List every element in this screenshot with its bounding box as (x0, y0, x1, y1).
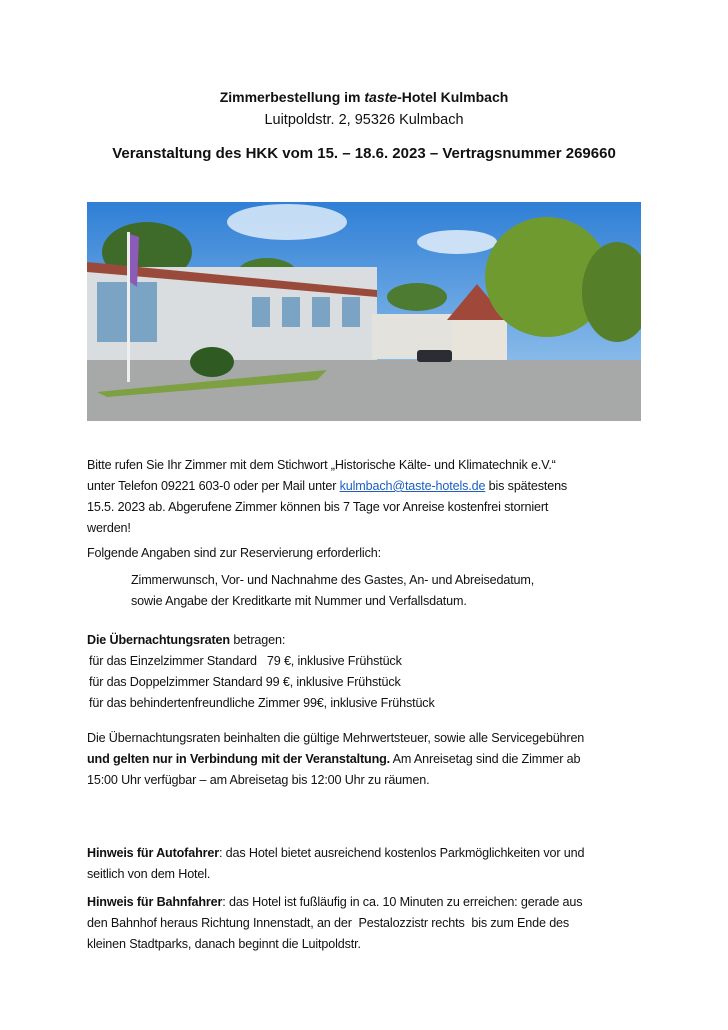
intro-paragraph (87, 455, 567, 539)
document-title (0, 89, 728, 105)
rate-item: für das behindertenfreundliche Zimmer 99€, inklusive Frühstück (89, 696, 435, 710)
car-note-text: : das Hotel bietet ausreichend kostenlos Parkmöglichkeiten vor und (218, 846, 585, 860)
title-suffix: -Hotel Kulmbach (397, 89, 509, 105)
intro-text: bis spätestens (485, 479, 568, 493)
train-note-text: : das Hotel ist fußläufig in ca. 10 Minuten zu erreichen: gerade aus (222, 895, 583, 909)
conditions-paragraph (87, 728, 584, 791)
title-prefix: Zimmerbestellung im (219, 89, 365, 105)
train-note-line: kleinen Stadtparks, danach beginnt die Luitpoldstr. (87, 937, 361, 951)
car-note-line (87, 843, 584, 864)
required-line: sowie Angabe der Kreditkarte mit Nummer und Verfallsdatum. (131, 594, 467, 608)
conditions-bold: und gelten nur in Verbindung mit der Veranstaltung. (87, 752, 391, 766)
hotel-address: Luitpoldstr. 2, 95326 Kulmbach (264, 112, 464, 128)
rates-list (89, 651, 435, 714)
email-link[interactable]: kulmbach@taste-hotels.de (339, 479, 486, 493)
intro-line: Bitte rufen Sie Ihr Zimmer mit dem Stichwort „Historische Kälte- und Klimatechnik e.V.“ (87, 458, 556, 472)
car-note-line: seitlich von dem Hotel. (87, 867, 211, 881)
train-note-label: Hinweis für Bahnfahrer (87, 895, 223, 909)
conditions-line: Die Übernachtungsraten beinhalten die gültige Mehrwertsteuer, sowie alle Servicegebühren (87, 731, 585, 745)
rate-item: für das Einzelzimmer Standard 79 €, inklusive Frühstück (89, 654, 402, 668)
car-note (87, 843, 584, 885)
intro-text: unter Telefon 09221 603-0 oder per Mail unter (87, 479, 340, 493)
intro-line (87, 476, 567, 497)
conditions-text: Am Anreisetag sind die Zimmer ab (390, 752, 581, 766)
rates-heading (87, 630, 285, 651)
required-details (131, 570, 534, 612)
required-heading: Folgende Angaben sind zur Reservierung erforderlich: (87, 546, 381, 560)
conditions-line (87, 749, 584, 770)
train-note-line: den Bahnhof heraus Richtung Innenstadt, an der Pestalozzistr rechts bis zum Ende des (87, 916, 570, 930)
rates-heading-rest: betragen: (229, 633, 286, 647)
event-heading: Veranstaltung des HKK vom 15. – 18.6. 2023 – Vertragsnummer 269660 (112, 145, 616, 162)
intro-line: werden! (87, 521, 131, 535)
car-note-label: Hinweis für Autofahrer (87, 846, 219, 860)
train-note (87, 892, 582, 955)
conditions-line: 15:00 Uhr verfügbar – am Abreisetag bis 12:00 Uhr zu räumen. (87, 773, 430, 787)
train-note-line (87, 892, 582, 913)
title-brand: taste (364, 89, 398, 105)
rates-heading-bold: Die Übernachtungsraten (87, 633, 230, 647)
hotel-photo (87, 202, 641, 421)
rate-item: für das Doppelzimmer Standard 99 €, inklusive Frühstück (89, 675, 401, 689)
required-line: Zimmerwunsch, Vor- und Nachnahme des Gastes, An- und Abreisedatum, (131, 573, 535, 587)
intro-line: 15.5. 2023 ab. Abgerufene Zimmer können bis 7 Tage vor Anreise kostenfrei storniert (87, 500, 549, 514)
